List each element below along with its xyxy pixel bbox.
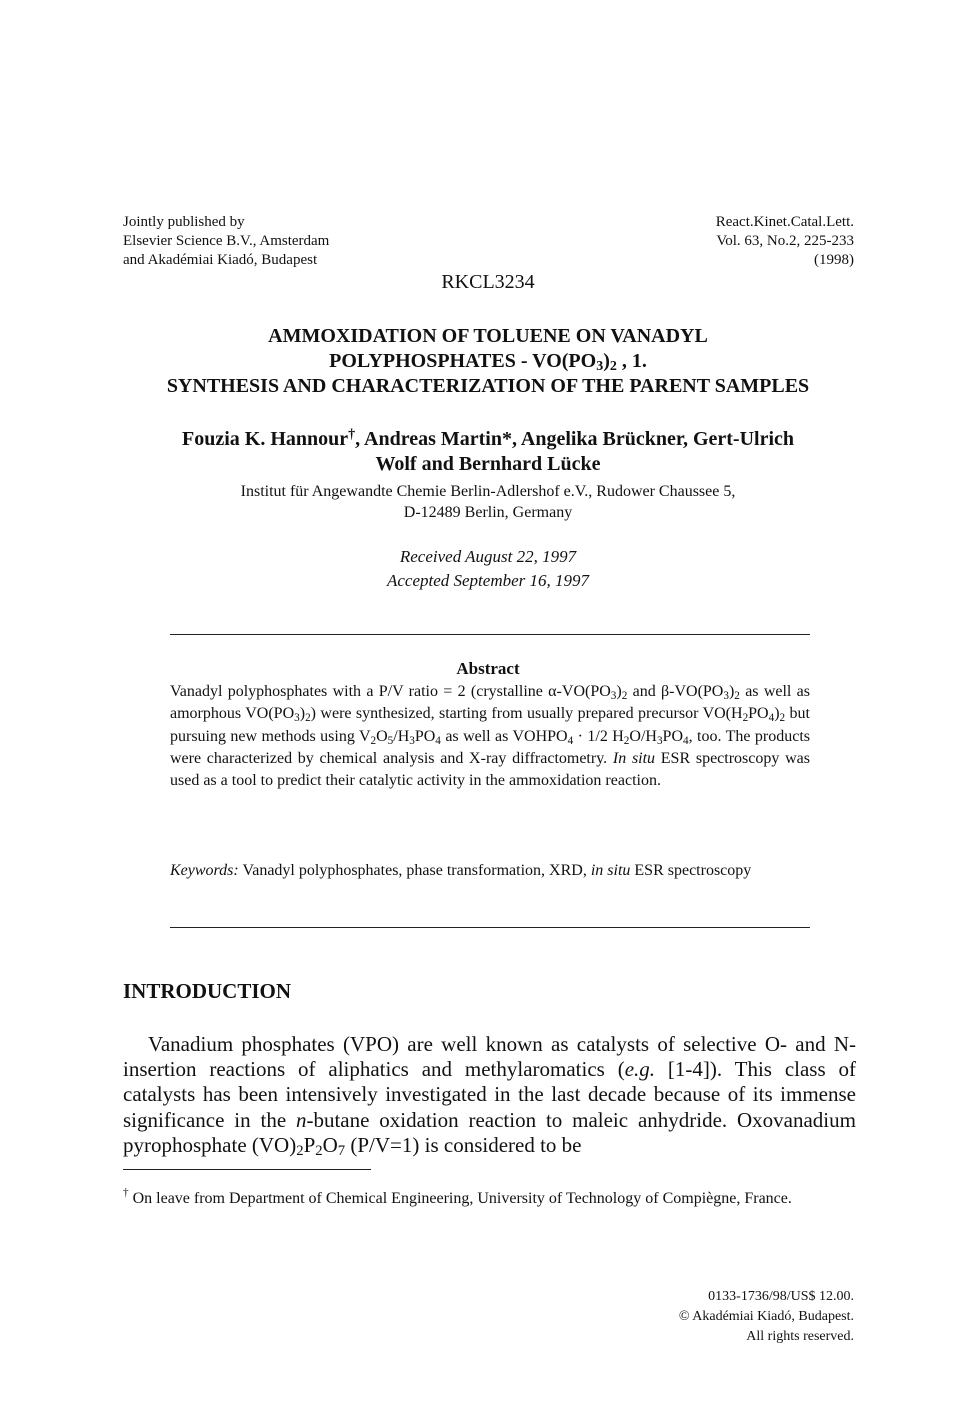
title-line: POLYPHOSPHATES - $VO(PO_3)_2$ , 1. (329, 350, 647, 374)
abstract-text: Vanadyl polyphosphates with a P/V ratio = 2 (crystalline $\alpha-VO(PO_3)_2$ and $\beta-VO(PO_3)_2$ as well as amorphous $VO(PO_3)_2$) were synthesized, starting from usually prepared precursor $VO(H_2PO_4)_2$ but pursuing new methods using $V_2O_5/H_3PO_4$ as well as $VOHPO_4 \cdot 1/2$ $H_2O/H_3PO_4$, too. The products were characterized by chemical analysis and X-ray diffractometry. In situ ESR spectroscopy was used as a tool to predict their catalytic activity in the ammoxidation reaction. (170, 683, 811, 790)
accepted-date: Accepted September 16, 1997 (386, 571, 590, 590)
divider (170, 634, 810, 635)
publisher-line: Jointly published by (123, 214, 245, 230)
journal-line: (1998) (814, 252, 854, 268)
journal-citation (604, 213, 854, 270)
author-list (120, 427, 856, 477)
intro-paragraph: Vanadium phosphates (VPO) are well known as catalysts of selective O- and N-insertion reactions of aliphatics and methylaromatics (e.g. [1-4]). This class of catalysts has been intensively investigated in the last decade because of its immense significance in the n-butane oxidation reaction to maleic anhydride. Oxovanadium pyrophosphate $(VO)_2P_2O_7$ (P/V=1) is considered to be (123, 1032, 856, 1159)
footnote: † On leave from Department of Chemical Engineering, University of Technology of Compiègne, France. (123, 1187, 792, 1207)
keywords-label: Keywords: (170, 862, 239, 879)
abstract-heading: Abstract (456, 659, 520, 678)
submission-dates (0, 545, 976, 593)
article-code: RKCL3234 (441, 271, 535, 293)
journal-line: Vol. 63, No.2, 225-233 (716, 233, 854, 249)
section-heading: INTRODUCTION (123, 979, 292, 1003)
publisher-line: Elsevier Science B.V., Amsterdam (123, 233, 330, 249)
title-line: AMMOXIDATION OF TOLUENE ON VANADYL (268, 325, 708, 347)
paper-title (100, 324, 876, 399)
copyright-notice: 0133-1736/98/US$ 12.00. © Akadémiai Kiadó, Budapest. All rights reserved. (678, 1289, 854, 1344)
footnote-mark: † (348, 427, 356, 442)
publisher-line: and Akadémiai Kiadó, Budapest (123, 252, 318, 268)
author-line: Wolf and Bernhard Lücke (375, 453, 601, 475)
keywords: Keywords: Vanadyl polyphosphates, phase transformation, XRD, in situ ESR spectroscopy (170, 862, 752, 879)
footnote-divider (123, 1169, 371, 1170)
journal-line: React.Kinet.Catal.Lett. (715, 214, 854, 230)
publisher-info (123, 213, 423, 270)
affiliation: Institut für Angewandte Chemie Berlin-Adlershof e.V., Rudower Chaussee 5, D-12489 Berlin, Germany (240, 483, 736, 521)
title-line: SYNTHESIS AND CHARACTERIZATION OF THE PARENT SAMPLES (166, 375, 810, 397)
author-line: Fouzia K. Hannour†, Andreas Martin*, Angelika Brückner, Gert-Ulrich (181, 427, 795, 450)
received-date: Received August 22, 1997 (399, 547, 577, 566)
footnote-mark: † (123, 1187, 129, 1199)
divider (170, 927, 810, 928)
